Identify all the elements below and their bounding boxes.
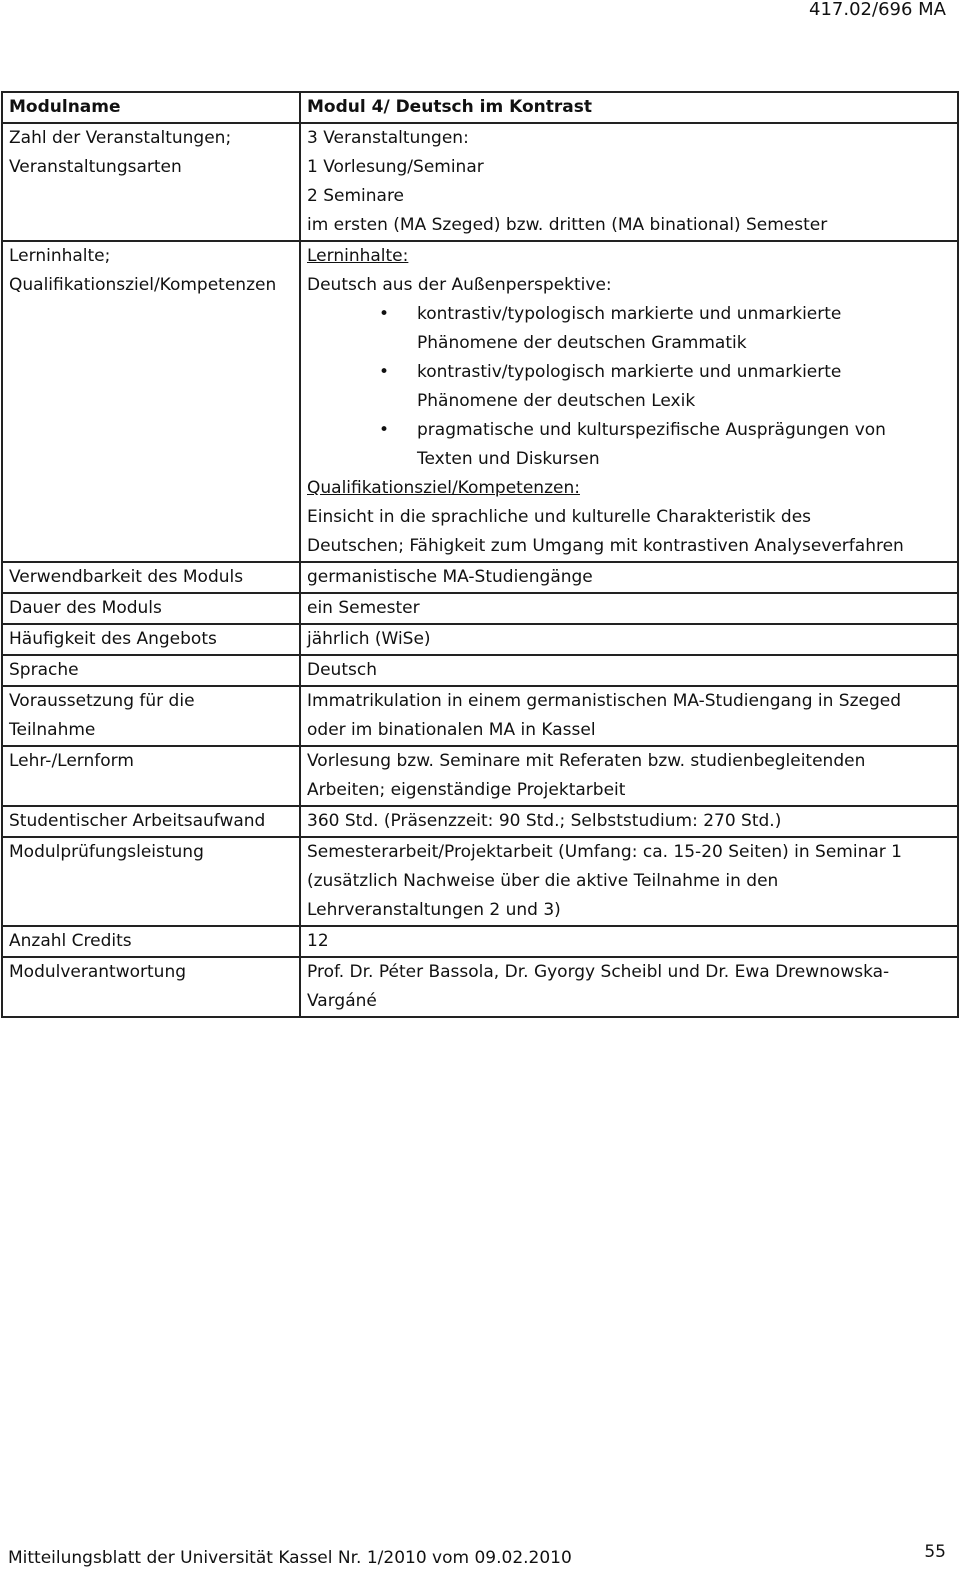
row-label: Modulverantwortung xyxy=(2,957,300,1017)
table-row xyxy=(2,837,958,926)
label-line: Qualifikationsziel/Kompetenzen xyxy=(9,275,277,295)
bullet-line: kontrastiv/typologisch markierte und unmarkierte xyxy=(417,362,842,382)
value-line: Immatrikulation in einem germanistischen MA-Studiengang in Szeged xyxy=(307,691,902,711)
goals-line: Deutschen; Fähigkeit zum Umgang mit kontrastiven Analyseverfahren xyxy=(307,536,904,556)
label-line: Voraussetzung für die xyxy=(9,691,195,711)
table-row xyxy=(2,92,958,123)
row-value: Modul 4/ Deutsch im Kontrast xyxy=(300,92,958,123)
row-label: Modulprüfungsleistung xyxy=(2,837,300,926)
row-label: Lehr-/Lernform xyxy=(2,746,300,806)
list-item xyxy=(379,358,957,416)
goals-heading: Qualifikationsziel/Kompetenzen: xyxy=(307,478,580,498)
row-value xyxy=(300,686,958,746)
row-label: Sprache xyxy=(2,655,300,686)
row-label xyxy=(2,686,300,746)
row-value: Deutsch xyxy=(300,655,958,686)
row-label: Verwendbarkeit des Moduls xyxy=(2,562,300,593)
value-line: Vargáné xyxy=(307,991,377,1011)
row-label xyxy=(2,123,300,241)
bullet-line: Phänomene der deutschen Grammatik xyxy=(417,333,747,353)
bullet-icon: • xyxy=(379,420,390,440)
goals-line: Einsicht in die sprachliche und kulturelle Charakteristik des xyxy=(307,507,812,527)
list-item xyxy=(379,300,957,358)
value-line: 1 Vorlesung/Seminar xyxy=(307,157,484,177)
module-table xyxy=(1,91,959,1018)
label-line: Veranstaltungsarten xyxy=(9,157,182,177)
table-row xyxy=(2,686,958,746)
row-value xyxy=(300,123,958,241)
row-value xyxy=(300,746,958,806)
value-line: Prof. Dr. Péter Bassola, Dr. Gyorgy Scheibl und Dr. Ewa Drewnowska- xyxy=(307,962,890,982)
value-line: Lehrveranstaltungen 2 und 3) xyxy=(307,900,561,920)
table-row xyxy=(2,241,958,562)
bullet-line: pragmatische und kulturspezifische Ausprägungen von xyxy=(417,420,886,440)
value-line: Vorlesung bzw. Seminare mit Referaten bzw. studienbegleitenden xyxy=(307,751,866,771)
table-row xyxy=(2,624,958,655)
value-line: Semesterarbeit/Projektarbeit (Umfang: ca. 15-20 Seiten) in Seminar 1 xyxy=(307,842,902,862)
table-row xyxy=(2,593,958,624)
content-heading: Lerninhalte: xyxy=(307,246,409,266)
content-bullet-list xyxy=(307,300,957,474)
value-line: 3 Veranstaltungen: xyxy=(307,128,469,148)
value-line: oder im binationalen MA in Kassel xyxy=(307,720,596,740)
row-label xyxy=(2,241,300,562)
page-reference: 417.02/696 MA xyxy=(809,0,946,20)
row-value xyxy=(300,241,958,562)
page-number: 55 xyxy=(924,1542,946,1562)
row-label: Anzahl Credits xyxy=(2,926,300,957)
value-line: Arbeiten; eigenständige Projektarbeit xyxy=(307,780,626,800)
row-label: Studentischer Arbeitsaufwand xyxy=(2,806,300,837)
label-line: Lerninhalte; xyxy=(9,246,111,266)
table-row xyxy=(2,746,958,806)
bullet-icon: • xyxy=(379,304,390,324)
table-row xyxy=(2,926,958,957)
row-value: jährlich (WiSe) xyxy=(300,624,958,655)
bullet-line: Texten und Diskursen xyxy=(417,449,600,469)
bullet-icon: • xyxy=(379,362,390,382)
bullet-line: Phänomene der deutschen Lexik xyxy=(417,391,696,411)
table-row xyxy=(2,655,958,686)
row-value: 12 xyxy=(300,926,958,957)
list-item xyxy=(379,416,957,474)
table-row xyxy=(2,957,958,1017)
row-value: ein Semester xyxy=(300,593,958,624)
row-value: germanistische MA-Studiengänge xyxy=(300,562,958,593)
table-row xyxy=(2,562,958,593)
table-row xyxy=(2,806,958,837)
footer-publication: Mitteilungsblatt der Universität Kassel Nr. 1/2010 vom 09.02.2010 xyxy=(8,1548,572,1568)
value-line: (zusätzlich Nachweise über die aktive Teilnahme in den xyxy=(307,871,779,891)
value-line: 2 Seminare xyxy=(307,186,405,206)
row-label: Dauer des Moduls xyxy=(2,593,300,624)
bullet-line: kontrastiv/typologisch markierte und unmarkierte xyxy=(417,304,842,324)
value-line: im ersten (MA Szeged) bzw. dritten (MA binational) Semester xyxy=(307,215,828,235)
row-label: Modulname xyxy=(2,92,300,123)
label-line: Teilnahme xyxy=(9,720,96,740)
label-line: Zahl der Veranstaltungen; xyxy=(9,128,232,148)
table-row xyxy=(2,123,958,241)
row-value: 360 Std. (Präsenzzeit: 90 Std.; Selbststudium: 270 Std.) xyxy=(300,806,958,837)
row-label: Häufigkeit des Angebots xyxy=(2,624,300,655)
content-intro: Deutsch aus der Außenperspektive: xyxy=(307,275,612,295)
row-value xyxy=(300,837,958,926)
row-value xyxy=(300,957,958,1017)
